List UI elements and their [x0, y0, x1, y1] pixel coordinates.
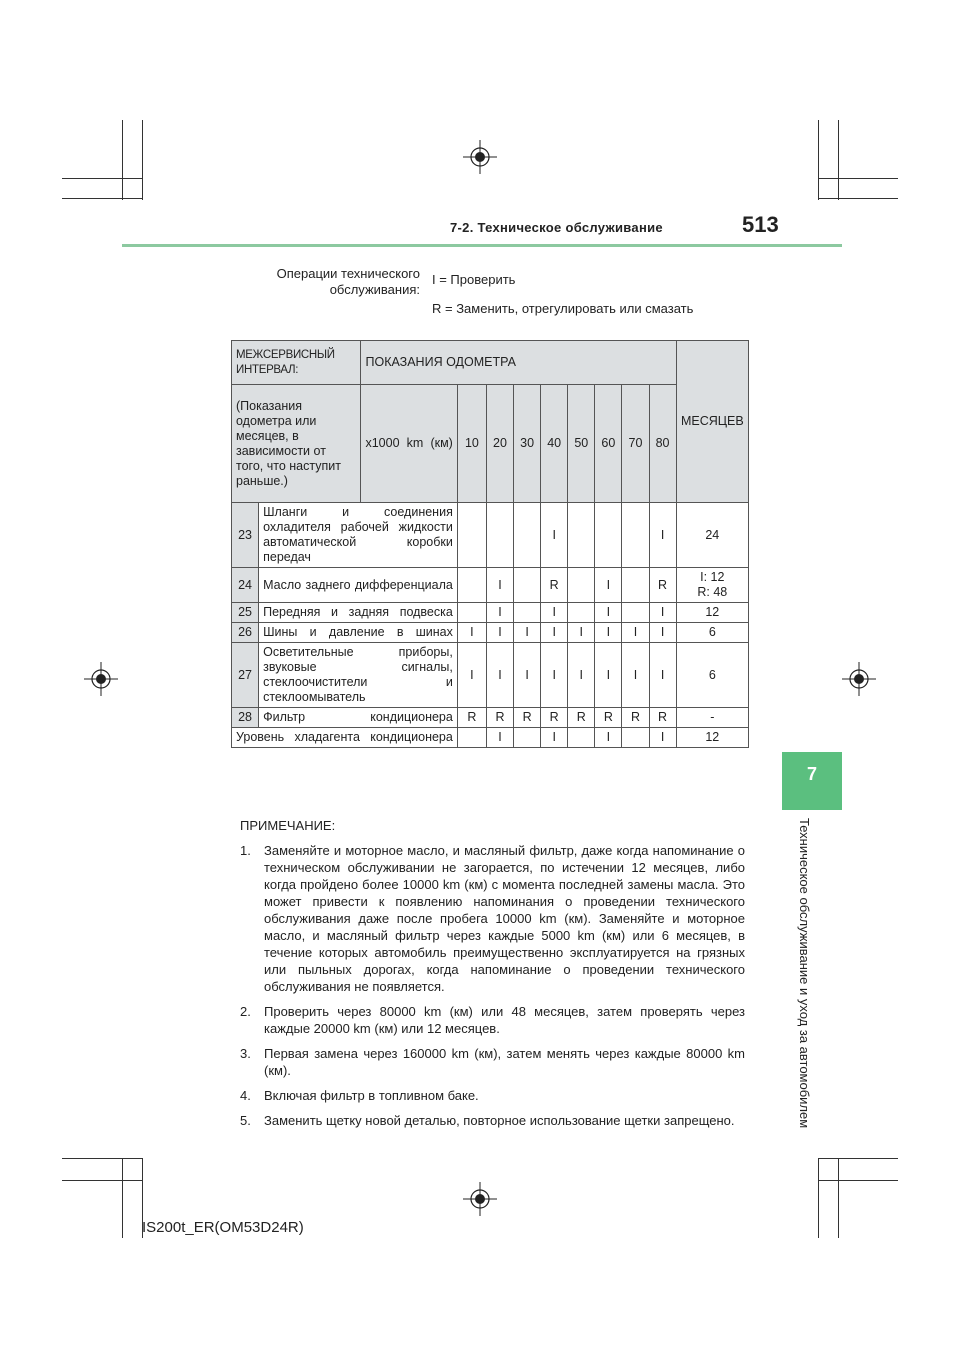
note-number: 1. — [240, 843, 251, 858]
table-row — [232, 728, 749, 748]
schedule-cell — [568, 603, 595, 623]
schedule-cell: R — [541, 708, 568, 728]
schedule-cell: I — [649, 503, 676, 568]
schedule-cell: I — [595, 623, 622, 643]
schedule-cell — [457, 728, 486, 748]
row-item-name: Фильтр кондиционера — [259, 708, 458, 728]
schedule-cell: I — [649, 603, 676, 623]
header-rule — [122, 244, 842, 247]
note-item — [240, 1003, 745, 1037]
row-months: 6 — [676, 643, 748, 708]
schedule-cell — [622, 503, 649, 568]
schedule-cell: I — [595, 643, 622, 708]
note-text: Заменить щетку новой деталью, повторное использование щетки запрещено. — [264, 1113, 735, 1128]
schedule-cell: I — [541, 643, 568, 708]
schedule-cell: I — [486, 603, 513, 623]
schedule-cell: I — [595, 603, 622, 623]
notes-title: ПРИМЕЧАНИЕ: — [240, 818, 336, 833]
schedule-cell: I — [457, 623, 486, 643]
note-item — [240, 1045, 745, 1079]
note-number: 3. — [240, 1046, 251, 1061]
schedule-cell: I — [514, 643, 541, 708]
row-item-name: Масло заднего дифференциала — [259, 568, 458, 603]
schedule-cell: R — [595, 708, 622, 728]
schedule-cell: I — [541, 728, 568, 748]
schedule-cell — [514, 568, 541, 603]
legend-inspect: I = Проверить — [432, 272, 516, 287]
schedule-cell: I — [595, 728, 622, 748]
schedule-cell: R — [541, 568, 568, 603]
schedule-cell — [622, 568, 649, 603]
row-months: 12 — [676, 603, 748, 623]
table-row — [232, 568, 749, 603]
row-number: 23 — [232, 503, 259, 568]
odometer-column-header: 40 — [541, 385, 568, 503]
unit-cell: x1000 km (км) — [361, 385, 457, 503]
odometer-column-header: 50 — [568, 385, 595, 503]
row-number: 28 — [232, 708, 259, 728]
schedule-cell: I — [541, 603, 568, 623]
schedule-cell — [622, 728, 649, 748]
odometer-header: ПОКАЗАНИЯ ОДОМЕТРА — [361, 341, 676, 385]
schedule-cell — [568, 568, 595, 603]
schedule-cell: I — [622, 623, 649, 643]
schedule-cell: R — [649, 708, 676, 728]
schedule-cell: I — [568, 643, 595, 708]
schedule-cell: R — [486, 708, 513, 728]
note-text: Проверить через 80000 km (км) или 48 месяцев, затем проверять через каждые 20000 km (км) или 12 месяцев. — [264, 1004, 745, 1036]
schedule-cell — [486, 503, 513, 568]
table-row — [232, 623, 749, 643]
note-item — [240, 842, 745, 995]
note-text: Заменяйте и моторное масло, и масляный фильтр, даже когда напоминание о техническом обслуживании не загорается, по истечении 12 месяцев, либо когда пройдено более 10000 km (км) с момента последней замены масла. Это может привести к появлению напоминания о проведении технического обслуживания даже после пробега 10000 km (км). Заменяйте и моторное масло, и масляный фильтр через каждые 5000 km (км) или 6 месяцев, в течение которых автомобиль преимущественно эксплуатируется на грязных или пыльных дорогах, когда напоминание о проведении технического обслуживания не появляется. — [264, 843, 745, 994]
row-months: 6 — [676, 623, 748, 643]
reading-note: (Показания одометра или месяцев, в зависимости от того, что наступит раньше.) — [236, 398, 341, 488]
schedule-cell: I — [649, 728, 676, 748]
schedule-cell: R — [622, 708, 649, 728]
note-number: 5. — [240, 1113, 251, 1128]
row-months: 24 — [676, 503, 748, 568]
schedule-cell — [457, 568, 486, 603]
row-item-name: Шланги и соединения охладителя рабочей жидкости автоматической коробки передач — [259, 503, 458, 568]
note-text: Первая замена через 160000 km (км), затем менять через каждые 80000 km (км). — [264, 1046, 745, 1078]
schedule-cell: R — [514, 708, 541, 728]
note-number: 2. — [240, 1004, 251, 1019]
schedule-cell — [457, 503, 486, 568]
months-header: МЕСЯЦЕВ — [676, 341, 748, 503]
schedule-cell: I — [622, 643, 649, 708]
schedule-cell: R — [457, 708, 486, 728]
row-item-name: Уровень хладагента кондиционера — [232, 728, 458, 748]
table-row — [232, 603, 749, 623]
registration-mark-right — [842, 662, 876, 696]
table-row — [232, 643, 749, 708]
footer-code: IS200t_ER(OM53D24R) — [142, 1219, 304, 1236]
notes — [240, 817, 745, 1137]
registration-mark-left — [84, 662, 118, 696]
schedule-cell: I — [486, 623, 513, 643]
interval-label: МЕЖСЕРВИСНЫЙ ИНТЕРВАЛ: — [236, 348, 335, 376]
schedule-cell: I — [649, 623, 676, 643]
row-item-name: Осветительные приборы, звуковые сигналы, стеклоочистители и стеклоомыватель — [259, 643, 458, 708]
schedule-cell — [568, 728, 595, 748]
schedule-cell: I — [649, 643, 676, 708]
note-text: Включая фильтр в топливном баке. — [264, 1088, 479, 1103]
schedule-cell — [568, 503, 595, 568]
row-number: 24 — [232, 568, 259, 603]
schedule-cell: I — [486, 728, 513, 748]
schedule-cell: I — [514, 623, 541, 643]
schedule-cell: I — [541, 623, 568, 643]
odometer-column-header: 80 — [649, 385, 676, 503]
registration-mark-bottom — [463, 1182, 497, 1216]
row-number: 26 — [232, 623, 259, 643]
note-item — [240, 1087, 745, 1104]
maintenance-table — [231, 340, 749, 748]
schedule-cell — [514, 603, 541, 623]
odometer-column-header: 30 — [514, 385, 541, 503]
row-months: - — [676, 708, 748, 728]
odometer-column-header: 10 — [457, 385, 486, 503]
odometer-column-header: 70 — [622, 385, 649, 503]
odometer-column-header: 60 — [595, 385, 622, 503]
schedule-cell — [457, 603, 486, 623]
schedule-cell: I — [568, 623, 595, 643]
section-title: 7-2. Техническое обслуживание — [450, 220, 663, 235]
interval-header-cell — [232, 341, 361, 385]
reading-note-cell — [232, 385, 361, 503]
row-months: I: 12 R: 48 — [676, 568, 748, 603]
registration-mark-top — [463, 140, 497, 174]
table-row — [232, 708, 749, 728]
chapter-side-label: Техническое обслуживание и уход за автомобилем — [797, 818, 812, 1129]
row-months: 12 — [676, 728, 748, 748]
chapter-tab: 7 — [782, 752, 842, 810]
note-item — [240, 1112, 745, 1129]
legend-label: Операции технического обслуживания: — [276, 266, 420, 297]
schedule-cell — [622, 603, 649, 623]
odometer-column-header: 20 — [486, 385, 513, 503]
schedule-cell: R — [649, 568, 676, 603]
schedule-cell: R — [568, 708, 595, 728]
schedule-cell: I — [457, 643, 486, 708]
schedule-cell — [595, 503, 622, 568]
notes-list — [240, 842, 745, 1129]
row-number: 27 — [232, 643, 259, 708]
schedule-cell — [514, 728, 541, 748]
schedule-cell: I — [595, 568, 622, 603]
schedule-cell: I — [541, 503, 568, 568]
note-number: 4. — [240, 1088, 251, 1103]
row-item-name: Шины и давление в шинах — [259, 623, 458, 643]
schedule-cell: I — [486, 643, 513, 708]
row-number: 25 — [232, 603, 259, 623]
schedule-cell — [514, 503, 541, 568]
table-row — [232, 503, 749, 568]
page-number: 513 — [742, 212, 779, 237]
legend-replace: R = Заменить, отрегулировать или смазать — [432, 301, 694, 316]
schedule-cell: I — [486, 568, 513, 603]
row-item-name: Передняя и задняя подвеска — [259, 603, 458, 623]
